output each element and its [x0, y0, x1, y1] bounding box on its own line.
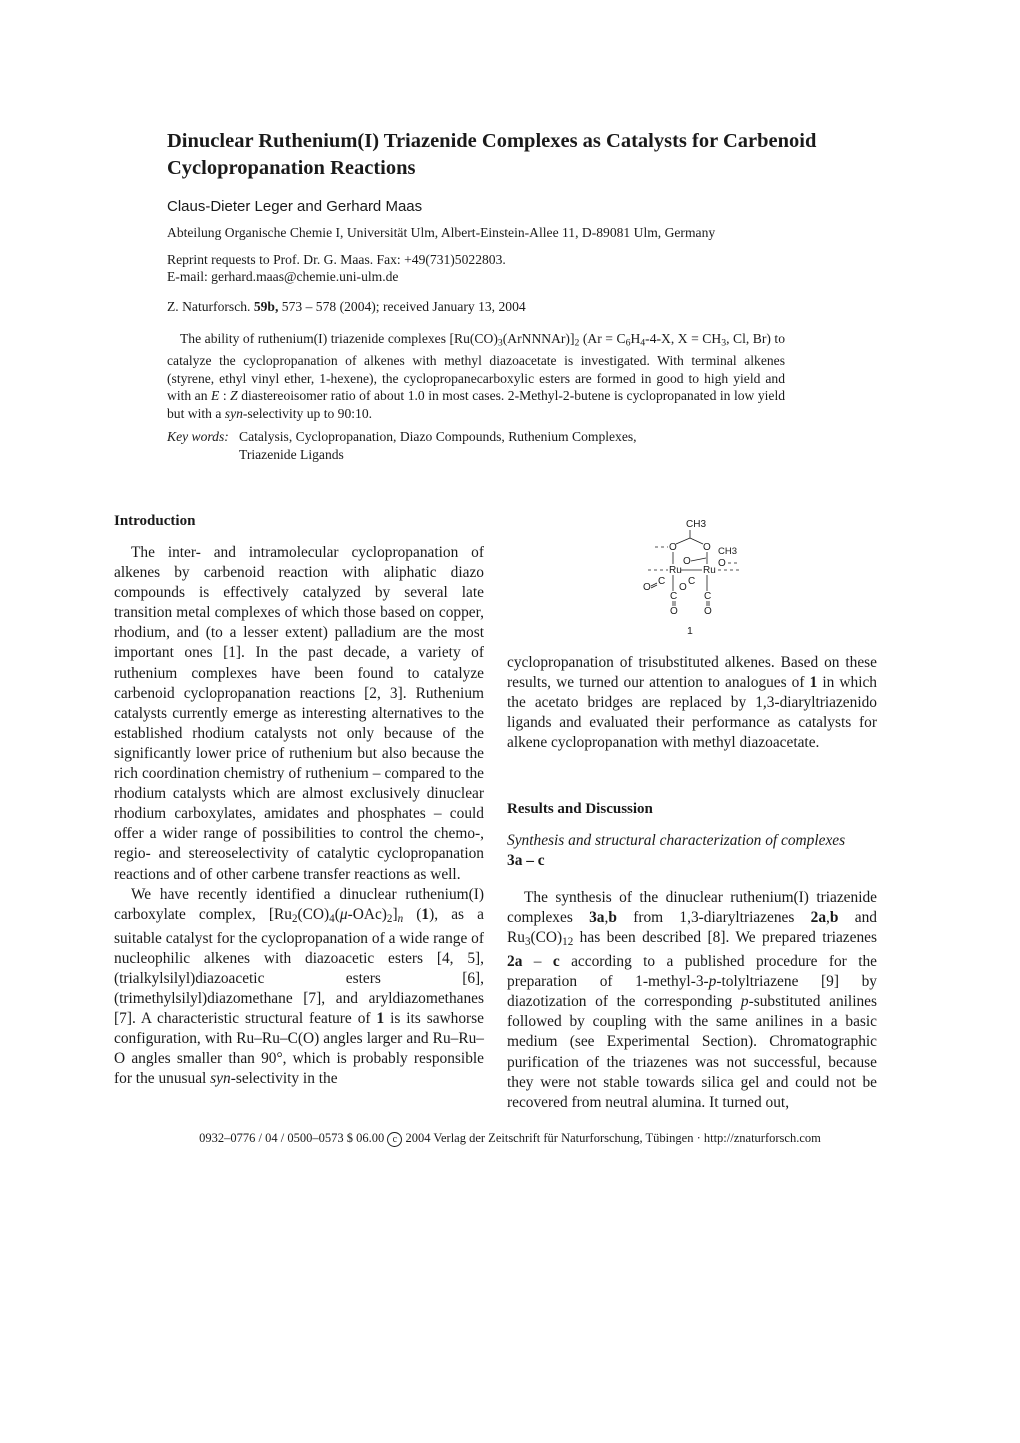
keywords-line1: Catalysis, Cyclopropanation, Diazo Compounds, Ruthenium Complexes, — [239, 429, 637, 444]
results-paragraph-1: The synthesis of the dinuclear ruthenium(I) triazenide complexes 3a,b from 1,3-diaryltriazenes 2a,b and $Ru_3(CO)_{12}$ has been described [8]. We prepared triazenes 2a – c according to a published procedure for the preparation of 1-methyl-3-p-tolyltriazene [9] by diazotization of the corresponding p-substituted anilines followed by coupling with the same anilines in a basic medium (see Experimental Section). Chromatographic purification of the triazenes was not successful, because they were not stable towards silica gel and could not be recovered from neutral alumina. It turned out, — [507, 889, 878, 1111]
intro-paragraph-2-continued: cyclopropanation of trisubstituted alkenes. Based on these results, we turned our attention to analogues of 1 in which the acetato bridges are replaced by 1,3-diaryltriazenido ligands and evaluated their performance as catalysts for alkene cyclopropanation with methyl diazoacetate. — [507, 654, 878, 752]
keywords-line2: Triazenide Ligands — [239, 447, 344, 462]
authors: Claus-Dieter Leger and Gerhard Maas — [167, 198, 423, 215]
page-footer — [0, 1131, 1020, 1147]
structure-atom-c1: C — [658, 576, 666, 587]
footer-publisher: 2004 Verlag der Zeitschrift für Naturforschung, Tübingen · http://znaturforsch.com — [405, 1131, 821, 1145]
journal-volume: 59b, — [253, 299, 279, 314]
journal-citation — [167, 299, 526, 315]
structure-bond — [690, 538, 703, 544]
copyright-icon: c — [387, 1132, 402, 1147]
structure-atom-o5: O — [643, 582, 651, 593]
structure-atom-c2: C — [688, 576, 696, 587]
structure-atom-ru1: Ru — [669, 565, 682, 576]
left-column — [114, 543, 484, 1089]
structure-atom-o6: O — [679, 582, 687, 593]
abstract: The ability of ruthenium(I) triazenide complexes $[Ru(CO)_3(ArNNNAr)]_2$ ($Ar = C_6H_4-4-X$, $X = CH_3$, Cl, Br) to catalyze the cyclopropanation of alkenes with methyl diazoacetate is investigated. With terminal alkenes (styrene, ethyl vinyl ether, 1-hexene), the cyclopropanecarboxylic esters are formed in good to high yield and with an E : Z diastereoisomer ratio of about 1.0 in most cases. 2-Methyl-2-butene is cyclopropanated in low yield but with a syn-selectivity up to 90:10. — [167, 331, 786, 421]
footer-issn: 0932–0776 / 04 / 0500–0573 $ 06.00 — [199, 1131, 385, 1145]
structure-atom-ru2: Ru — [703, 565, 716, 576]
results-text — [507, 888, 877, 1113]
right-column-continuation — [507, 653, 877, 753]
journal-name: Z. Naturforsch. — [167, 299, 251, 314]
structure-ch3-top: CH3 — [686, 519, 707, 530]
email: E-mail: gerhard.maas@chemie.uni-ulm.de — [167, 269, 399, 284]
heading-results: Results and Discussion — [507, 801, 653, 817]
structure-ch3-right: CH3 — [718, 546, 738, 557]
structure-atom-c3: C — [670, 591, 678, 602]
affiliation: Abteilung Organische Chemie I, Universität Ulm, Albert-Einstein-Allee 11, D-89081 Ulm, Germany — [167, 225, 716, 240]
structure-atom-c4: C — [704, 591, 712, 602]
structure-atom-o3: O — [683, 556, 691, 567]
structure-bond — [676, 538, 690, 544]
paper-title: Dinuclear Ruthenium(I) Triazenide Complexes as Catalysts for Carbenoid Cyclopropanation Reactions — [167, 130, 817, 179]
structure-label: 1 — [687, 625, 693, 637]
reprint-requests: Reprint requests to Prof. Dr. G. Maas. Fax: +49(731)5022803. — [167, 252, 506, 267]
structure-atom-o2: O — [703, 542, 711, 553]
structure-atom-o8: O — [704, 606, 712, 617]
subsection-heading — [507, 831, 877, 871]
structure-atom-o4: O — [718, 558, 726, 569]
intro-paragraph-1: The inter- and intramolecular cyclopropanation of alkenes by carbenoid reaction with aliphatic diazo compounds is effectively catalyzed by several late transition metal complexes of which those based on copper, rhodium, and (to a lesser extent) palladium are the most important ones [1]. In the past decade, a variety of ruthenium complexes have been found to catalyze carbenoid cyclopropanation reactions [2, 3]. Ruthenium catalysts currently emerge as interesting alternatives to the established rhodium catalysts not only because of the significantly lower price of ruthenium but also because the rich coordination chemistry of ruthenium – compared to the rhodium catalysts which are almost exclusively dinuclear rhodium carboxylates, amidates and phosphates – could offer a wider range of possibilities to control the chemo-, regio- and stereoselectivity of catalytic cyclopropanation reactions and of other carbene transfer reactions as well. — [114, 544, 484, 883]
intro-paragraph-2: We have recently identified a dinuclear ruthenium(I) carboxylate complex, $[Ru_2(CO)_4(\mu-OAc)_2]_n$ (1), as a suitable catalyst for the cyclopropanation of a wide range of nucleophilic alkenes with diazoacetic esters [4, 5], (trialkylsilyl)diazoacetic esters [6], (trimethylsilyl)diazomethane [7], and aryldiazomethanes [7]. A characteristic structural feature of 1 is its sawhorse configuration, with Ru–Ru–C(O) angles larger and Ru–Ru–O angles smaller than 90°, which is probably responsible for the unusual syn-selectivity in the — [114, 885, 484, 1088]
reprint-info — [167, 251, 506, 285]
journal-details: 573 – 578 (2004); received January 13, 2004 — [281, 299, 526, 314]
structure-atom-o7: O — [670, 606, 678, 617]
subsection-compounds: 3a – c — [507, 852, 545, 870]
structure-atom-o1: O — [669, 542, 677, 553]
heading-introduction: Introduction — [114, 513, 196, 529]
keywords-label: Key words: — [167, 429, 229, 444]
subsection-title: Synthesis and structural characterization of complexes — [507, 832, 846, 849]
structure-diagram — [640, 512, 780, 642]
keywords — [167, 428, 637, 464]
chemical-structure-1 — [640, 512, 780, 642]
structure-bond — [691, 558, 706, 561]
